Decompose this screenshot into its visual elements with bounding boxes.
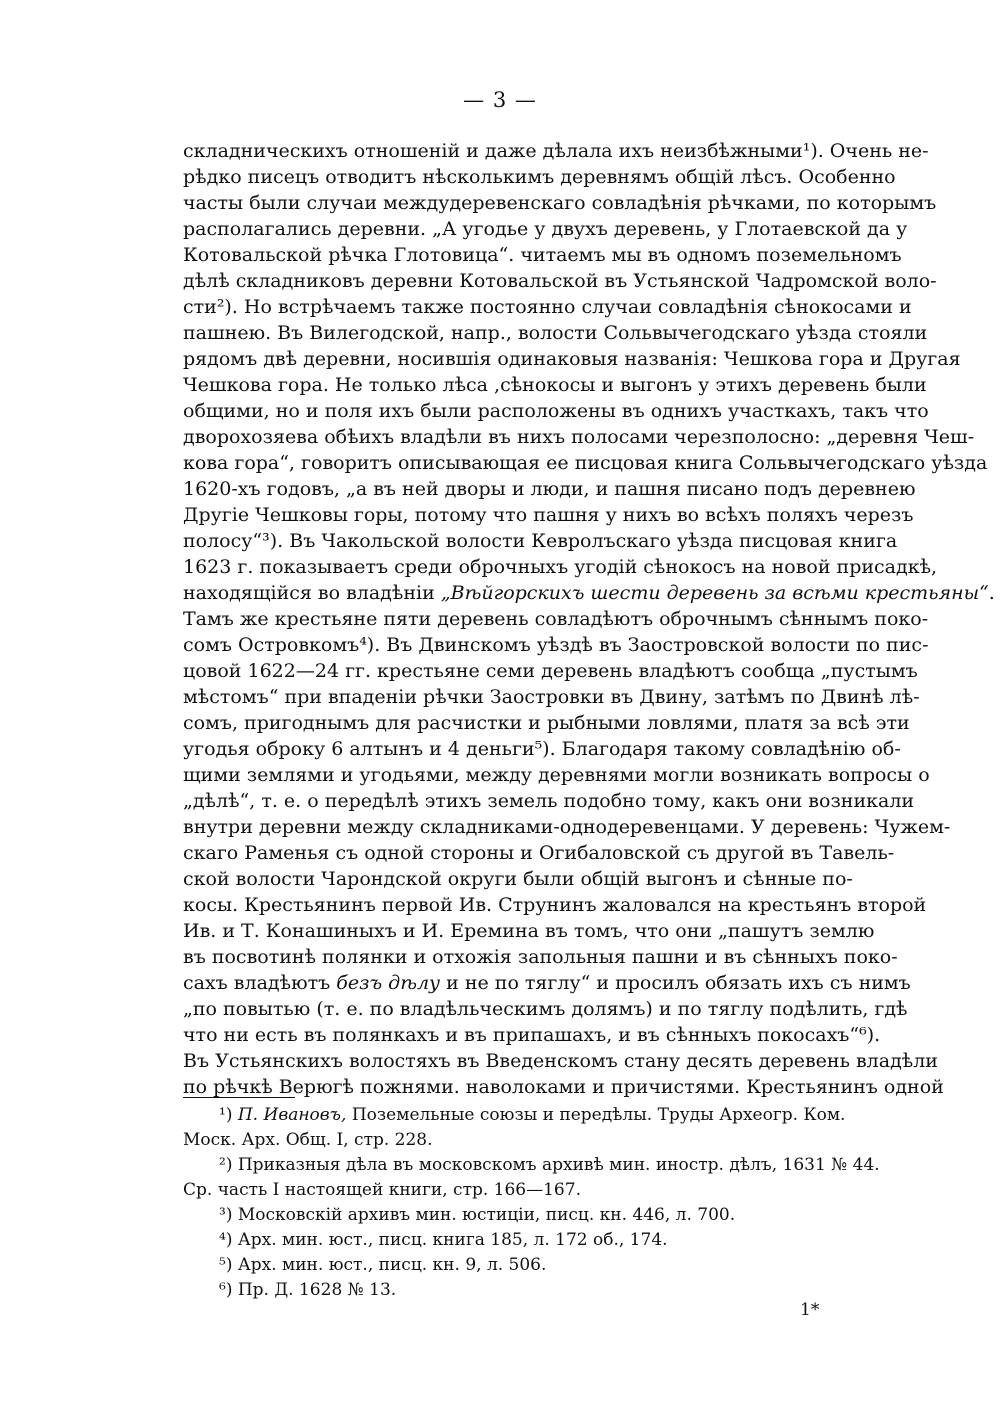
text-line: Ив. и Т. Конашиныхъ и И. Еремина въ томъ, что они „пашутъ землю — [183, 920, 875, 942]
body-text — [183, 138, 995, 1100]
text-line: находящійся во владѣніи „Вѣйгорскихъ шести деревень за всѣми крестьяны“. — [183, 582, 995, 604]
page-number: — 3 — — [463, 88, 537, 112]
italic-text: „Вѣйгорскихъ шести деревень за всѣми крестьяны“ — [440, 582, 989, 604]
footnote-line: ⁶) Пр. Д. 1628 № 13. — [219, 1280, 397, 1300]
footnote-line: Моск. Арх. Общ. I, стр. 228. — [183, 1130, 433, 1150]
text-line: внутри деревни между складниками-однодеревенцами. У деревень: Чужем- — [183, 816, 951, 838]
text-line: кова гора“, говоритъ описывающая ее писцовая книга Сольвычегодскаго уѣзда — [183, 452, 988, 474]
text-line: Тамъ же крестьяне пяти деревень совладѣютъ оброчнымъ сѣннымъ поко- — [183, 608, 929, 630]
footnote-line: ²) Приказныя дѣла въ московскомъ архивѣ мин. иностр. дѣлъ, 1631 № 44. — [219, 1155, 880, 1175]
signature-mark: 1* — [800, 1300, 820, 1320]
text-line: угодья оброку 6 алтынъ и 4 деньги⁵). Благодаря такому совладѣнію об- — [183, 738, 901, 760]
italic-text: безъ дѣлу — [336, 972, 441, 994]
text-line: Другіе Чешковы горы, потому что пашня у нихъ во всѣхъ поляхъ черезъ — [183, 504, 914, 526]
text-line: мѣстомъ“ при впаденіи рѣчки Заостровки въ Двину, затѣмъ по Двинѣ лѣ- — [183, 686, 920, 708]
text-line: часты были случаи междудеревенскаго совладѣнія рѣчками, по которымъ — [183, 192, 937, 214]
text-line: щими землями и угодьями, между деревнями могли возникать вопросы о — [183, 764, 930, 786]
text-line: „по повытью (т. е. по владѣльческимъ долямъ) и по тяглу подѣлить, гдѣ — [183, 998, 908, 1020]
text-line: сахъ владѣютъ безъ дѣлу и не по тяглу“ и просилъ обязать ихъ съ нимъ — [183, 972, 911, 994]
footnotes — [183, 1103, 880, 1303]
text-line: цовой 1622—24 гг. крестьяне семи деревень владѣютъ сообща „пустымъ — [183, 660, 918, 682]
footnote-separator — [183, 1097, 295, 1098]
text-line: рядомъ двѣ деревни, носившія одинаковыя названія: Чешкова гора и Другая — [183, 348, 961, 370]
text-line: 1620-хъ годовъ, „а въ ней дворы и люди, и пашня писано подъ деревнею — [183, 478, 916, 500]
text-line: косы. Крестьянинъ первой Ив. Струнинъ жаловался на крестьянъ второй — [183, 894, 927, 916]
text-line: Въ Устьянскихъ волостяхъ въ Введенскомъ стану десять деревень владѣли — [183, 1050, 938, 1072]
text-line: скаго Раменья съ одной стороны и Огибаловской съ другой въ Тавель- — [183, 842, 895, 864]
text-line: ской волости Чарондской округи были общій выгонъ и сѣнные по- — [183, 868, 853, 890]
footnote-line: ¹) П. Ивановъ, Поземельные союзы и передѣлы. Труды Археогр. Ком. — [219, 1105, 846, 1125]
text-line: „дѣлѣ“, т. е. о передѣлѣ этихъ земель подобно тому, какъ они возникали — [183, 790, 915, 812]
text-line: рѣдко писецъ отводитъ нѣсколькимъ деревнямъ общій лѣсъ. Особенно — [183, 166, 896, 188]
text-line: дворохозяева обѣихъ владѣли въ нихъ полосами черезполосно: „деревня Чеш- — [183, 426, 975, 448]
text-line: полосу“³). Въ Чакольской волости Кевролъскаго уѣзда писцовая книга — [183, 530, 898, 552]
italic-text: П. Ивановъ, — [237, 1105, 347, 1125]
footnote-line: Ср. часть I настоящей книги, стр. 166—167. — [183, 1180, 581, 1200]
text-line: по рѣчкѣ Верюгѣ пожнями. наволоками и причистями. Крестьянинъ одной — [183, 1076, 944, 1098]
text-line: складническихъ отношеній и даже дѣлала ихъ неизбѣжными¹). Очень не- — [183, 140, 929, 162]
text-line: дѣлѣ складниковъ деревни Котовальской въ Устьянской Чадромской воло- — [183, 270, 937, 292]
text-line: 1623 г. показываетъ среди оброчныхъ угодій сѣнокосъ на новой присадкѣ, — [183, 556, 938, 578]
text-line: Чешкова гора. Не только лѣса ,сѣнокосы и выгонъ у этихъ деревень были — [183, 374, 927, 396]
text-line: пашнею. Въ Вилегодской, напр., волости Сольвычегодскаго уѣзда стояли — [183, 322, 928, 344]
text-line: располагались деревни. „А угодье у двухъ деревень, у Глотаевской да у — [183, 218, 908, 240]
text-line: общими, но и поля ихъ были расположены въ однихъ участкахъ, такъ что — [183, 400, 929, 422]
footnote-line: ⁵) Арх. мин. юст., писц. кн. 9, л. 506. — [219, 1255, 547, 1275]
text-line: что ни есть въ полянкахъ и въ припашахъ, и въ сѣнныхъ покосахъ“⁶). — [183, 1024, 881, 1046]
text-line: сти²). Но встрѣчаемъ также постоянно случаи совладѣнія сѣнокосами и — [183, 296, 912, 318]
footnote-line: ⁴) Арх. мин. юст., писц. книга 185, л. 172 об., 174. — [219, 1230, 668, 1250]
text-line: Котовальской рѣчка Глотовица“. читаемъ мы въ одномъ поземельномъ — [183, 244, 902, 266]
text-line: въ посвотинѣ полянки и отхожія запольныя пашни и въ сѣнныхъ поко- — [183, 946, 898, 968]
text-line: сомъ, пригоднымъ для расчистки и рыбными ловлями, платя за всѣ эти — [183, 712, 910, 734]
footnote-line: ³) Московскій архивъ мин. юстиціи, писц. кн. 446, л. 700. — [219, 1205, 736, 1225]
text-line: сомъ Островкомъ⁴). Въ Двинскомъ уѣздѣ въ Заостровской волости по пис- — [183, 634, 929, 656]
